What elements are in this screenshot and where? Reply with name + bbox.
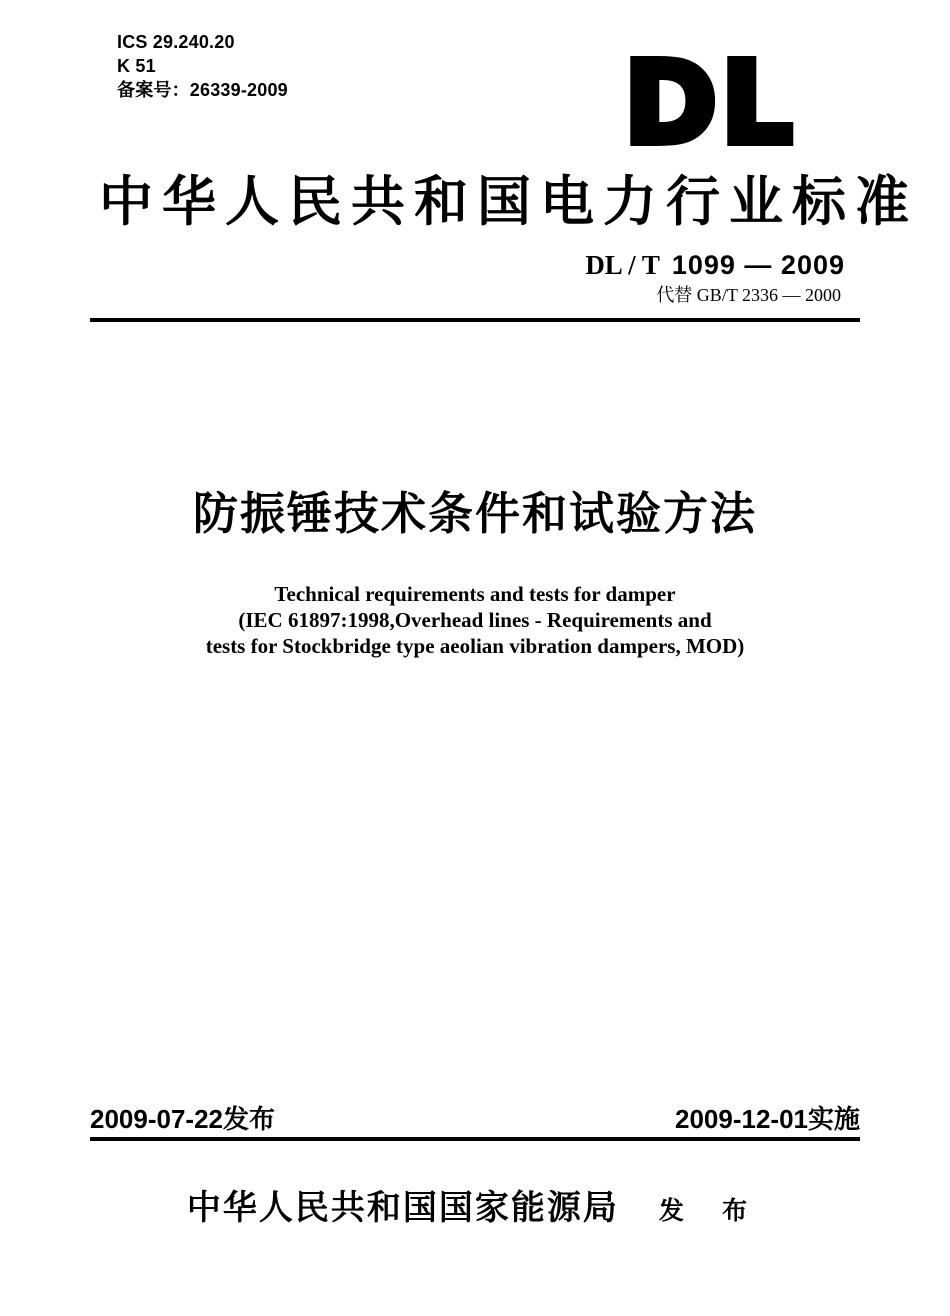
- standard-type-heading: 中华人民共和国电力行业标准: [99, 172, 918, 232]
- english-title: [0, 581, 950, 659]
- publisher-name: 中华人民共和国国家能源局: [186, 1190, 619, 1227]
- dl-logo: [622, 52, 814, 150]
- record-number: 备案号：26339-2009: [117, 80, 288, 100]
- top-meta-block: [117, 30, 288, 102]
- footer-divider-rule: [90, 1137, 860, 1141]
- replaces-note: 代替 GB/T 2336 — 2000: [656, 285, 841, 305]
- implement-date: 2009-12-01实施: [675, 1104, 860, 1134]
- header-divider-rule: [90, 318, 860, 322]
- standard-code: [585, 250, 845, 280]
- dl-logo-text: DL: [624, 52, 797, 150]
- ics-code: ICS 29.240.20: [117, 32, 235, 52]
- dl-logo-icon: [622, 52, 814, 150]
- publisher-row: [0, 1180, 950, 1229]
- dates-row: [90, 1103, 860, 1135]
- standard-code-block: [585, 250, 845, 306]
- chinese-title: 防振锤技术条件和试验方法: [192, 488, 757, 539]
- issue-date: 2009-07-22发布: [90, 1104, 275, 1134]
- standard-code-number: 1099 — 2009: [671, 250, 845, 280]
- english-title-line-2: (IEC 61897:1998,Overhead lines - Requirements and: [238, 608, 712, 632]
- publish-label: 发 布: [658, 1198, 764, 1225]
- classification-code: K 51: [117, 56, 156, 76]
- standard-code-prefix: DL / T: [585, 250, 660, 280]
- english-title-line-3: tests for Stockbridge type aeolian vibration dampers, MOD): [205, 634, 745, 658]
- english-title-line-1: Technical requirements and tests for damper: [274, 582, 676, 606]
